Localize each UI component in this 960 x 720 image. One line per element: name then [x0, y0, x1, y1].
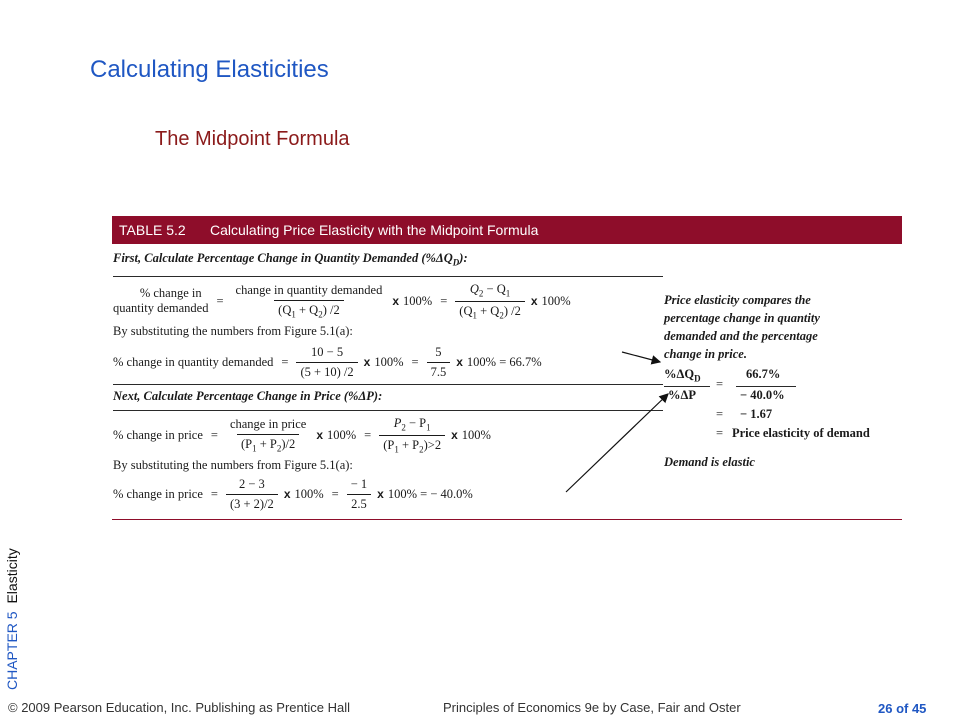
chapter-topic: Elasticity: [4, 548, 20, 604]
table-caption: Calculating Price Elasticity with the Midpoint Formula: [210, 222, 539, 238]
result-equals: =: [716, 407, 724, 421]
slide-title: Calculating Elasticities: [90, 56, 329, 83]
ratio-equals: =: [716, 377, 724, 391]
footer-book: Principles of Economics 9e by Case, Fair and Oster: [443, 700, 741, 715]
ratio-denominator: %ΔP: [668, 388, 696, 402]
chapter-label: [4, 470, 20, 690]
chapter-number: CHAPTER 5: [4, 611, 20, 690]
value-numerator: 66.7%: [746, 367, 781, 381]
formula-qd-general: % change in quantity demanded = $\frac{\text{change in quantity demanded}}{(Q_1 + Q_2) /2}$ x 100% = $\frac{Q_2 - Q_1}{(Q_1 + Q_2) /2}$ x 100%: [113, 282, 571, 320]
section-two-heading: Next, Calculate Percentage Change in Price (%ΔP):: [113, 389, 383, 403]
arrow-price-to-ratio: [566, 394, 668, 492]
conclusion-text: Demand is elastic: [664, 455, 755, 469]
slide-subtitle: The Midpoint Formula: [155, 128, 350, 150]
formula-price-general: % change in price = $\frac{\text{change in price}}{(P_1 + P_2)/2}$ x 100% = $\frac{P_2 - P_1}{(P_1 + P_2)>2}$ x 100%: [113, 416, 491, 454]
arrow-qd-to-ratio: [622, 352, 660, 362]
substitution-note-price: By substituting the numbers from Figure 5.1(a):: [113, 458, 353, 472]
ratio-numerator: $\%\Delta Q_D$: [664, 367, 701, 384]
footer-copyright: © 2009 Pearson Education, Inc. Publishing as Prentice Hall: [8, 700, 350, 715]
elasticity-value: − 1.67: [740, 407, 773, 421]
page-number: 26 of 45: [878, 701, 927, 716]
formula-qd-substituted: % change in quantity demanded = $\frac{10 - 5}{(5 + 10) /2}$ x 100% = $\frac{5}{7.5}$ x 100% = 66.7%: [113, 344, 542, 379]
substitution-note-qd: By substituting the numbers from Figure 5.1(a):: [113, 324, 353, 338]
elasticity-label: Price elasticity of demand: [732, 426, 870, 440]
side-note: Price elasticity compares the percentage change in quantity demanded and the percentage change in price.: [664, 293, 820, 361]
table-number: TABLE 5.2: [119, 222, 186, 238]
value-denominator: − 40.0%: [740, 388, 785, 402]
formula-price-substituted: % change in price = $\frac{2 - 3}{(3 + 2)/2}$ x 100% = $\frac{- 1}{2.5}$ x 100% = − 40.0%: [113, 476, 473, 511]
label-equals: =: [716, 426, 724, 440]
section-one-heading: First, Calculate Percentage Change in Quantity Demanded $(\%\Delta Q_D)$:: [113, 251, 468, 268]
